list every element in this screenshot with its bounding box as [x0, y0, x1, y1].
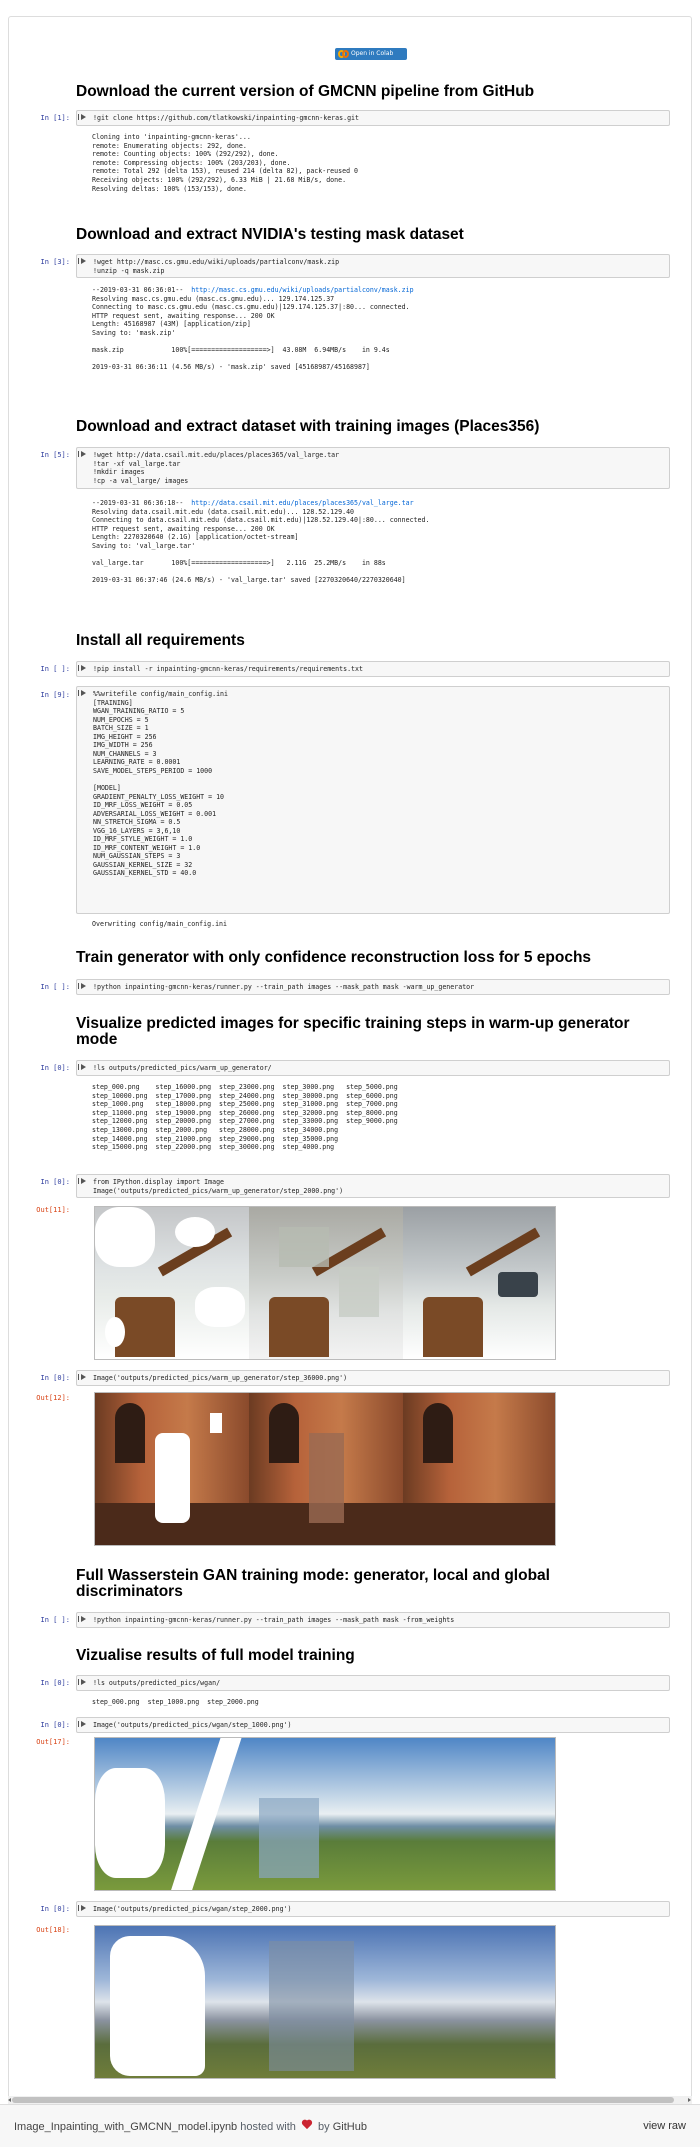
- config-code: [93, 690, 228, 878]
- config-line: NUM_EPOCHS = 5: [93, 715, 149, 724]
- cell-output: step_000.png step_1000.png step_2000.png: [92, 1698, 259, 1706]
- cell-output: --2019-03-31 06:36:18-- http://data.csail.mit.edu/places/places365/val_large.tar Resolving data.csail.mit.edu (data.csail.mit.edu)... 128.52.129.40 Connecting to data.csail.mit.edu (data.csail.mit.edu)|128.52.129.40|:80... connected. HTTP request sent, awaiting response... 200 OK Length: 2270320640 (2.1G) [application/octet-stream] Saving to: 'val_large.tar' val_large.tar 100%[===================>] 2.11G 25.2MB/s in 88s 2019-03-31 06:37:46 (24.6 MB/s) - 'val_large.tar' saved [2270320640/2270320640]: [92, 499, 430, 585]
- section-heading-cont: discriminators: [76, 1583, 183, 1600]
- config-line: GAUSSIAN_KERNEL_STD = 40.0: [93, 869, 197, 878]
- github-link[interactable]: GitHub: [332, 2121, 367, 2133]
- output-link[interactable]: http://data.csail.mit.edu/places/places365/val_large.tar: [191, 499, 414, 507]
- code-cell[interactable]: [76, 1370, 670, 1386]
- code-lines: !wget http://data.csail.mit.edu/places/places365/val_large.tar !tar -xf val_large.tar !mkdir images !cp -a val_large/ images: [93, 451, 340, 485]
- cell-prompt: In [0]:: [40, 1374, 70, 1382]
- output-prompt: Out[17]:: [36, 1738, 70, 1746]
- cell-prompt: In [0]:: [40, 1905, 70, 1913]
- code-line: !ls outputs/predicted_pics/warm_up_generator/: [93, 1064, 272, 1072]
- view-raw-link[interactable]: view raw: [643, 2120, 686, 2132]
- config-line: GRADIENT_PENALTY_LOSS_WEIGHT = 10: [93, 792, 225, 801]
- config-line: GAUSSIAN_KERNEL_SIZE = 32: [93, 860, 193, 869]
- horizontal-scrollbar[interactable]: [8, 2096, 692, 2104]
- config-line: IMG_WIDTH = 256: [93, 741, 153, 750]
- config-line: ADVERSARIAL_LOSS_WEIGHT = 0.001: [93, 809, 217, 818]
- config-line: NUM_GAUSSIAN_STEPS = 3: [93, 852, 181, 861]
- output-image-warmup-step-2000: [94, 1206, 556, 1360]
- code-line: !git clone https://github.com/tlatkowski/inpainting-gmcnn-keras.git: [93, 114, 359, 122]
- config-line: NUM_CHANNELS = 3: [93, 749, 157, 758]
- output-image-wgan-step-2000: [94, 1925, 556, 2079]
- section-heading-cont: mode: [76, 1031, 118, 1048]
- code-line: Image('outputs/predicted_pics/wgan/step_2000.png'): [93, 1905, 292, 1913]
- section-heading: Vizualise results of full model training: [76, 1647, 355, 1664]
- code-cell[interactable]: [76, 110, 670, 126]
- code-cell[interactable]: [76, 1174, 670, 1198]
- section-heading: Visualize predicted images for specific training steps in warm-up generator: [76, 1015, 630, 1032]
- config-line: [93, 775, 228, 784]
- output-prompt: Out[12]:: [36, 1394, 70, 1402]
- cell-output: Cloning into 'inpainting-gmcnn-keras'... remote: Enumerating objects: 292, done. remote: Counting objects: 100% (292/292), done. remote: Compressing objects: 100% (203/203), done. remote: Total 292 (delta 153), reused 214 (delta 82), pack-reused 0 Receiving objects: 100% (292/292), 6.33 MiB | 21.68 MiB/s, done. Resolving deltas: 100% (153/153), done.: [92, 133, 358, 193]
- scroll-left-icon[interactable]: [8, 2098, 11, 2102]
- config-line: IMG_HEIGHT = 256: [93, 732, 157, 741]
- run-cell-icon[interactable]: [81, 1616, 86, 1622]
- code-line: !pip install -r inpainting-gmcnn-keras/requirements/requirements.txt: [93, 665, 363, 673]
- config-line: VGG_16_LAYERS = 3,6,10: [93, 826, 181, 835]
- cell-prompt: In [0]:: [40, 1721, 70, 1729]
- run-cell-icon[interactable]: [81, 1178, 86, 1184]
- gist-filename-link[interactable]: Image_Inpainting_with_GMCNN_model.ipynb: [14, 2121, 238, 2133]
- output-image-wgan-step-1000: [94, 1737, 556, 1891]
- code-cell[interactable]: [76, 1675, 670, 1691]
- code-lines: from IPython.display import Image Image('outputs/predicted_pics/warm_up_generator/step_2000.png'): [93, 1178, 344, 1195]
- cell-output: Overwriting config/main_config.ini: [92, 920, 227, 928]
- config-line: ID_MRF_STYLE_WEIGHT = 1.0: [93, 835, 193, 844]
- code-cell[interactable]: [76, 686, 670, 914]
- output-prompt: Out[11]:: [36, 1206, 70, 1214]
- code-cell[interactable]: [76, 447, 670, 489]
- run-cell-icon[interactable]: [81, 1374, 86, 1380]
- section-heading: Download and extract NVIDIA's testing mask dataset: [76, 226, 464, 243]
- config-line: %%writefile config/main_config.ini: [93, 690, 228, 698]
- config-line: ID_MRF_LOSS_WEIGHT = 0.05: [93, 801, 193, 810]
- run-cell-icon[interactable]: [81, 1721, 86, 1727]
- cell-prompt: In [ ]:: [40, 1616, 70, 1624]
- output-prompt: Out[18]:: [36, 1926, 70, 1934]
- code-cell[interactable]: [76, 1612, 670, 1628]
- code-line: !python inpainting-gmcnn-keras/runner.py --train_path images --mask_path mask -warm_up_generator: [93, 983, 475, 991]
- cell-prompt: In [5]:: [40, 451, 70, 459]
- run-cell-icon[interactable]: [81, 690, 86, 696]
- scrollbar-thumb[interactable]: [12, 2097, 674, 2103]
- gist-footer: [0, 2104, 700, 2147]
- code-cell[interactable]: [76, 1060, 670, 1076]
- colab-badge-label: Open in Colab: [351, 50, 394, 57]
- config-line: SAVE_MODEL_STEPS_PERIOD = 1000: [93, 766, 213, 775]
- code-cell[interactable]: [76, 979, 670, 995]
- section-heading: Download and extract dataset with training images (Places356): [76, 418, 540, 435]
- run-cell-icon[interactable]: [81, 258, 86, 264]
- cell-prompt: In [ ]:: [40, 983, 70, 991]
- config-line: [TRAINING]: [93, 698, 133, 707]
- run-cell-icon[interactable]: [81, 665, 86, 671]
- run-cell-icon[interactable]: [81, 1064, 86, 1070]
- code-line: Image('outputs/predicted_pics/warm_up_generator/step_36000.png'): [93, 1374, 348, 1382]
- cell-prompt: In [1]:: [40, 114, 70, 122]
- section-heading: Install all requirements: [76, 632, 245, 649]
- run-cell-icon[interactable]: [81, 114, 86, 120]
- heart-icon: [301, 2120, 313, 2131]
- output-link[interactable]: http://masc.cs.gmu.edu/wiki/uploads/partialconv/mask.zip: [191, 286, 414, 294]
- run-cell-icon[interactable]: [81, 983, 86, 989]
- run-cell-icon[interactable]: [81, 451, 86, 457]
- config-line: ID_MRF_CONTENT_WEIGHT = 1.0: [93, 843, 201, 852]
- open-in-colab-badge[interactable]: [335, 48, 407, 60]
- code-cell[interactable]: [76, 661, 670, 677]
- config-line: [MODEL]: [93, 784, 121, 793]
- section-heading: Download the current version of GMCNN pipeline from GitHub: [76, 83, 535, 100]
- gist-meta: Image_Inpainting_with_GMCNN_model.ipynb hosted with by GitHub: [14, 2121, 367, 2133]
- cell-output: step_000.png step_16000.png step_23000.png step_3000.png step_5000.png step_10000.png step_17000.png step_24000.png step_30000.png step_6000.png step_1000.png step_18000.png step_25000.png step_31000.png step_7000.png step_11000.png step_19000.png step_26000.png step_32000.png step_8000.png step_12000.png step_20000.png step_27000.png step_33000.png step_9000.png step_13000.png step_2000.png step_28000.png step_34000.png step_14000.png step_21000.png step_29000.png step_35000.png step_15000.png step_22000.png step_30000.png step_4000.png: [92, 1083, 398, 1152]
- config-line: WGAN_TRAINING_RATIO = 5: [93, 707, 185, 716]
- code-line: !ls outputs/predicted_pics/wgan/: [93, 1679, 221, 1687]
- cell-prompt: In [ ]:: [40, 665, 70, 673]
- cell-prompt: In [0]:: [40, 1178, 70, 1186]
- code-line: !python inpainting-gmcnn-keras/runner.py --train_path images --mask_path mask -from_weights: [93, 1616, 455, 1624]
- config-line: LEARNING_RATE = 0.0001: [93, 758, 181, 767]
- colab-logo-icon: [338, 50, 349, 58]
- section-heading: Full Wasserstein GAN training mode: generator, local and global: [76, 1567, 550, 1584]
- code-line: Image('outputs/predicted_pics/wgan/step_1000.png'): [93, 1721, 292, 1729]
- code-cell[interactable]: [76, 254, 670, 278]
- cell-prompt: In [0]:: [40, 1679, 70, 1687]
- config-line: NN_STRETCH_SIGMA = 0.5: [93, 818, 181, 827]
- cell-prompt: In [3]:: [40, 258, 70, 266]
- section-heading: Train generator with only confidence reconstruction loss for 5 epochs: [76, 949, 592, 966]
- run-cell-icon[interactable]: [81, 1679, 86, 1685]
- code-cell[interactable]: [76, 1901, 670, 1917]
- code-cell[interactable]: [76, 1717, 670, 1733]
- run-cell-icon[interactable]: [81, 1905, 86, 1911]
- cell-prompt: In [0]:: [40, 1064, 70, 1072]
- output-image-warmup-step-36000: [94, 1392, 556, 1546]
- scroll-right-icon[interactable]: [688, 2098, 691, 2102]
- cell-prompt: In [9]:: [40, 691, 70, 699]
- code-lines: !wget http://masc.cs.gmu.edu/wiki/uploads/partialconv/mask.zip !unzip -q mask.zip: [93, 258, 340, 275]
- config-line: BATCH_SIZE = 1: [93, 724, 149, 733]
- cell-output: --2019-03-31 06:36:01-- http://masc.cs.gmu.edu/wiki/uploads/partialconv/mask.zip Resolving masc.cs.gmu.edu (masc.cs.gmu.edu)... 129.174.125.37 Connecting to masc.cs.gmu.edu (masc.cs.gmu.edu)|129.174.125.37|:80... connected. HTTP request sent, awaiting response... 200 OK Length: 45168987 (43M) [application/zip] Saving to: 'mask.zip' mask.zip 100%[===================>] 43.08M 6.94MB/s in 9.4s 2019-03-31 06:36:11 (4.56 MB/s) - 'mask.zip' saved [45168987/45168987]: [92, 286, 414, 372]
